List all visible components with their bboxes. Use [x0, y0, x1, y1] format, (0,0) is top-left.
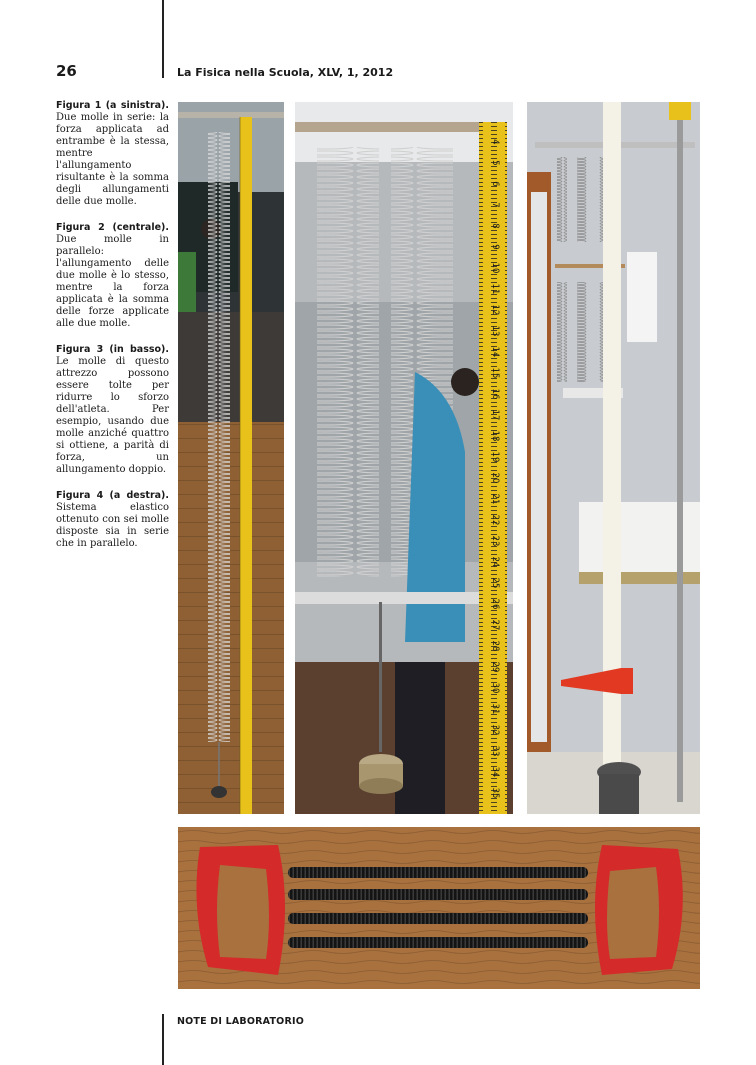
caption-figure-1 — [56, 100, 169, 208]
footer-section-label: NOTE DI LABORATORIO — [177, 1016, 304, 1027]
caption-label: Figura 4 (a destra). — [56, 490, 169, 501]
tape-number: 6 — [490, 181, 500, 187]
tape-number: 28 — [490, 640, 500, 652]
figure-captions — [56, 100, 169, 564]
photo-figure-1-springs-in-series — [178, 102, 284, 814]
running-head: La Fisica nella Scuola, XLV, 1, 2012 — [177, 66, 394, 79]
tape-number: 29 — [490, 661, 500, 673]
tape-number: 12 — [490, 304, 500, 316]
caption-text: Due molle in serie: la forza applicata ad entrambe è la stessa, mentre l'allungamento risultante è la somma degli allungamenti delle due molle. — [56, 112, 169, 207]
caption-label: Figura 3 (in basso). — [56, 344, 169, 355]
tape-number: 23 — [490, 535, 500, 547]
tape-number: 15 — [490, 367, 500, 379]
tape-number: 5 — [490, 160, 500, 166]
tape-number: 26 — [490, 598, 500, 610]
tape-number: 27 — [490, 619, 500, 631]
caption-figure-3 — [56, 344, 169, 476]
tape-number: 25 — [490, 577, 500, 589]
tape-number: 4 — [490, 139, 500, 145]
header-vertical-rule — [162, 0, 164, 78]
caption-text: Due molle in parallelo: l'allungamento delle due molle è lo stesso, mentre la forza applicata è la somma delle forze applicate alle due molle. — [56, 234, 169, 329]
tape-number: 31 — [490, 703, 500, 715]
tape-number: 20 — [490, 472, 500, 484]
footer-vertical-rule — [162, 1014, 164, 1065]
tape-number: 32 — [490, 724, 500, 736]
caption-text: Le molle di questo attrezzo possono essere tolte per ridurre lo sforzo dell'atleta. Per esempio, usando due molle anziché quattro si ottiene, a parità di forza, un allungamento doppio. — [56, 356, 169, 475]
caption-figure-2 — [56, 222, 169, 330]
tape-number: 24 — [490, 556, 500, 568]
tape-number: 14 — [490, 346, 500, 358]
tape-number: 30 — [490, 682, 500, 694]
caption-text: Sistema elastico ottenuto con sei molle disposte sia in serie che in parallelo. — [56, 502, 169, 549]
tape-number: 17 — [490, 409, 500, 421]
photo-figure-2-springs-in-parallel — [295, 102, 513, 814]
tape-number: 8 — [490, 223, 500, 229]
caption-figure-4 — [56, 490, 169, 550]
tape-number: 7 — [490, 202, 500, 208]
tape-number: 9 — [490, 244, 500, 250]
tape-number: 21 — [490, 493, 500, 505]
tape-number: 18 — [490, 430, 500, 442]
photo-figure-4-six-springs — [527, 102, 700, 814]
tape-number: 33 — [490, 745, 500, 757]
tape-number: 35 — [490, 787, 500, 799]
tape-number: 10 — [490, 262, 500, 274]
tape-number: 19 — [490, 451, 500, 463]
tape-number: 11 — [490, 283, 500, 295]
tape-number: 34 — [490, 766, 500, 778]
tape-number: 16 — [490, 388, 500, 400]
page-number: 26 — [56, 62, 77, 80]
tape-number: 22 — [490, 514, 500, 526]
tape-number: 13 — [490, 325, 500, 337]
caption-label: Figura 2 (centrale). — [56, 222, 169, 233]
photo-figure-3-chest-expander — [178, 827, 700, 989]
caption-label: Figura 1 (a sinistra). — [56, 100, 169, 111]
